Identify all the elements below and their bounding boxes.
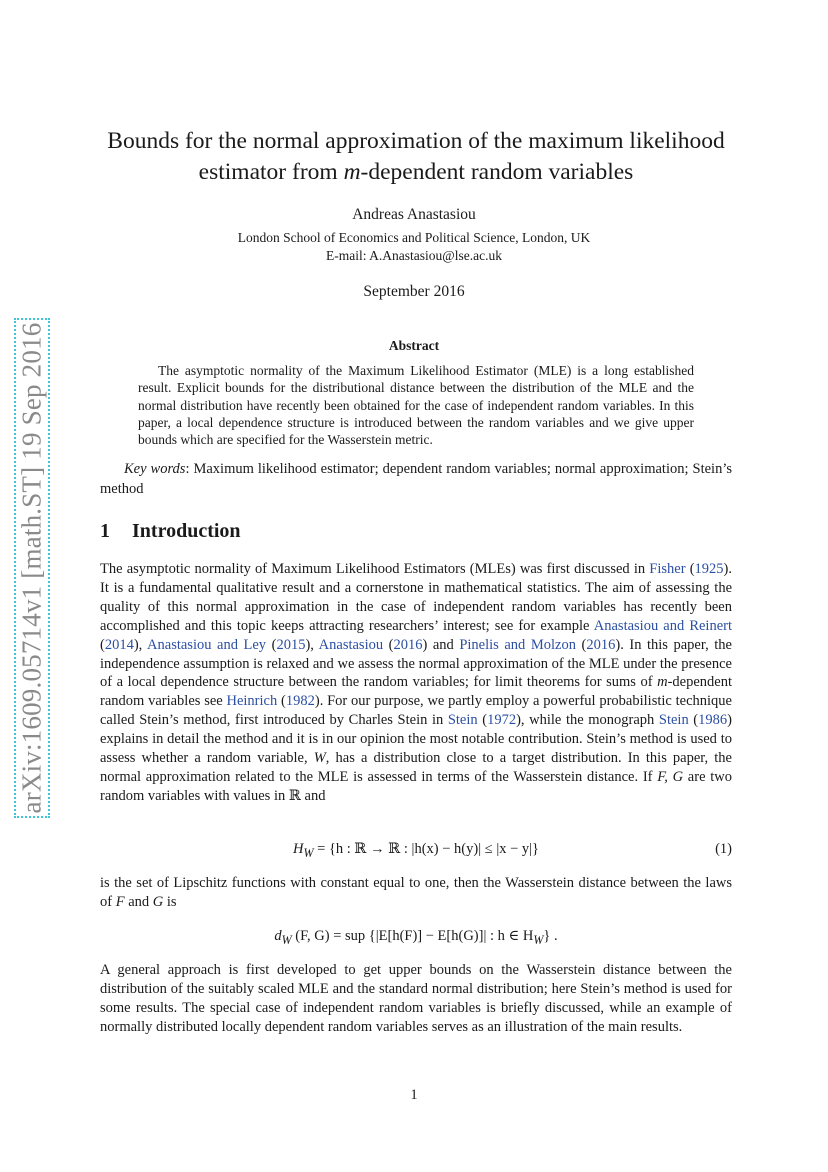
text-run: ). For our purpose, we partly employ a powerful probabilistic technique called Stein’s method, first introduced by Charles Stein in bbox=[100, 693, 732, 729]
text-run: ( bbox=[277, 693, 286, 710]
page-number: 1 bbox=[410, 1087, 418, 1103]
author-name: Andreas Anastasiou bbox=[352, 206, 476, 223]
citation-link[interactable]: Heinrich bbox=[226, 693, 278, 710]
arxiv-sidebar-stamp[interactable] bbox=[14, 318, 50, 818]
math-variable: F, G bbox=[657, 768, 684, 785]
text-run: ( bbox=[100, 636, 105, 653]
text-run: -dependent random variables see bbox=[100, 674, 732, 710]
math-variable: F bbox=[115, 893, 125, 910]
citation-year-link[interactable]: 2015 bbox=[276, 636, 306, 653]
text-run: ) explains in detail the method and it is in our opinion the most notable contribution. Stein’s method is used to assess whether a random variable, bbox=[100, 712, 732, 767]
citation-link[interactable]: Stein bbox=[447, 712, 478, 729]
author-email: E-mail: A.Anastasiou@lse.ac.uk bbox=[326, 248, 502, 263]
arxiv-identifier[interactable]: arXiv:1609.05714v1 [math.ST] 19 Sep 2016 bbox=[16, 322, 47, 814]
title-line-2-post: -dependent random variables bbox=[360, 159, 634, 185]
math-variable: W bbox=[313, 750, 326, 767]
citation-link[interactable]: Anastasiou and Reinert bbox=[593, 617, 732, 634]
math-subscript: W bbox=[281, 932, 292, 947]
keywords bbox=[100, 460, 732, 499]
math-expression: = {h : ℝ → ℝ : |h(x) − h(y)| ≤ |x − y|} bbox=[313, 841, 540, 857]
text-run: ). It is a fundamental qualitative result and a cornerstone in mathematical statistics. The aim of assessing the quality of this normal approximation in the case of independent random variables has recently been accomplished and this topic keeps attracting researchers’ interest; see for example bbox=[100, 561, 732, 634]
text-run: ), while the monograph bbox=[516, 712, 659, 729]
citation-year-link[interactable]: 2016 bbox=[586, 636, 616, 653]
text-run: and bbox=[124, 893, 153, 910]
text-run: ( bbox=[266, 636, 277, 653]
citation-year-link[interactable]: 2014 bbox=[104, 636, 134, 653]
text-run: ) and bbox=[422, 636, 460, 653]
abstract-heading: Abstract bbox=[388, 338, 440, 353]
text-run: ), bbox=[305, 636, 319, 653]
citation-link[interactable]: Anastasiou and Ley bbox=[147, 636, 267, 653]
intro-paragraph-1 bbox=[100, 560, 732, 806]
paper-date: September 2016 bbox=[363, 283, 465, 300]
citation-link[interactable]: Fisher bbox=[649, 561, 686, 577]
section-title: Introduction bbox=[132, 520, 241, 542]
math-variable: m bbox=[657, 674, 668, 691]
citation-link[interactable]: Pinelis and Molzon bbox=[459, 636, 576, 653]
intro-paragraph-2 bbox=[100, 874, 732, 912]
text-run: ( bbox=[477, 712, 488, 729]
citation-year-link[interactable]: 1986 bbox=[698, 712, 728, 729]
citation-year-link[interactable]: 1972 bbox=[487, 712, 517, 729]
math-symbol: H bbox=[292, 841, 304, 857]
math-expression: (F, G) = sup {|E[h(F)] − E[h(G)]| : h ∈ H bbox=[291, 928, 534, 944]
intro-paragraph-3: A general approach is first developed to get upper bounds on the Wasserstein distance between the distribution of the suitably scaled MLE and the standard normal distribution; here Stein’s method is used for some results. The special case of independent random variables is briefly discussed, while an example of normally distributed locally dependent random variables serves as an illustration of the main results. bbox=[100, 962, 732, 1035]
text-run: ( bbox=[688, 712, 699, 729]
text-run: ), bbox=[133, 636, 148, 653]
text-run: are two random variables with values in ℝ and bbox=[100, 768, 732, 804]
text-run: ( bbox=[685, 561, 695, 577]
math-subscript: W bbox=[533, 932, 544, 947]
citation-year-link[interactable]: 2016 bbox=[393, 636, 423, 653]
text-run: is bbox=[163, 893, 177, 910]
citation-link[interactable]: Anastasiou bbox=[318, 636, 384, 653]
author-affiliation: London School of Economics and Political Science, London, UK bbox=[237, 230, 591, 245]
title-line-2-pre: estimator from bbox=[198, 159, 344, 185]
citation-year-link[interactable]: 1925 bbox=[694, 561, 724, 577]
math-variable: G bbox=[152, 893, 164, 910]
text-run: ). In this paper, the independence assumption is relaxed and we assess the normal approximation of the MLE under the presence of a local dependence structure between the random variables; for limit theorems for sums of bbox=[100, 636, 732, 691]
equation-wasserstein bbox=[100, 928, 732, 948]
text-run: is the set of Lipschitz functions with constant equal to one, then the Wasserstein distance between the laws of bbox=[100, 875, 732, 910]
section-heading bbox=[100, 520, 241, 543]
title-line-1: Bounds for the normal approximation of the maximum likelihood bbox=[107, 128, 725, 154]
math-expression: } . bbox=[543, 928, 558, 944]
abstract-body: The asymptotic normality of the Maximum Likelihood Estimator (MLE) is a long established result. Explicit bounds for the distributional distance between the distribution of the MLE and the normal distribution have recently been obtained for the case of independent random variables. In this paper, a local dependence structure is introduced between the random variables and we give upper bounds which are specified for the Wasserstein metric. bbox=[138, 363, 694, 448]
section-number: 1 bbox=[100, 520, 110, 542]
equation-1-body bbox=[100, 841, 732, 861]
paper-title bbox=[100, 126, 732, 188]
equation-number: (1) bbox=[715, 841, 732, 857]
title-variable-m: m bbox=[343, 159, 361, 185]
math-subscript: W bbox=[303, 845, 314, 860]
text-run: The asymptotic normality of Maximum Likelihood Estimators (MLEs) was first discussed in bbox=[100, 561, 650, 577]
keywords-text: : Maximum likelihood estimator; dependent random variables; normal approximation; Stein’s method bbox=[100, 461, 732, 497]
keywords-label: Key words bbox=[124, 461, 186, 477]
citation-link[interactable]: Stein bbox=[658, 712, 689, 729]
text-run: ( bbox=[383, 636, 394, 653]
text-run: , has a distribution close to a target distribution. In this paper, the normal approximation related to the MLE is assessed in terms of the Wasserstein distance. If bbox=[100, 750, 732, 785]
text-run: ( bbox=[575, 636, 587, 653]
math-symbol: d bbox=[274, 928, 282, 944]
citation-year-link[interactable]: 1982 bbox=[285, 693, 315, 710]
